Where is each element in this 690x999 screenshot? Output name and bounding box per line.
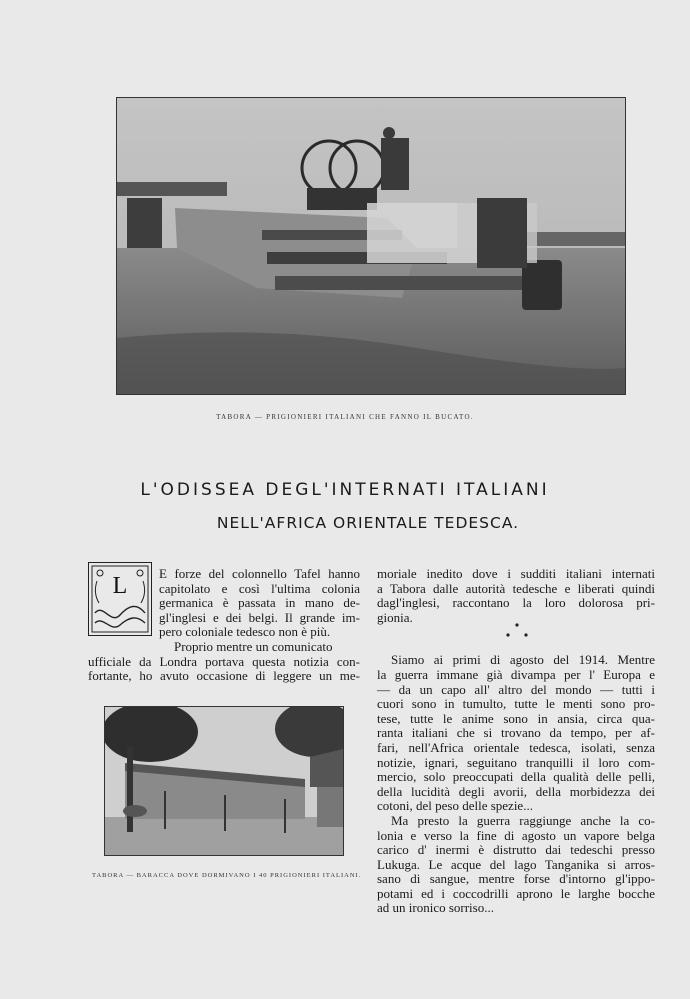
photo-barracks-image <box>105 707 343 855</box>
text-line: cotoni, del peso delle spezie... <box>377 798 533 814</box>
text-line: lonia e verso la fine di agosto un vapore belga <box>377 827 655 843</box>
photo-prisoners-laundry-image <box>117 98 625 394</box>
text-line: E forze del colonnello Tafel hanno <box>159 566 360 581</box>
text-line: gl'inglesi e dei belgi. Il grande im- <box>159 609 360 625</box>
text-line: ufficiale da Londra portava questa notizia con- <box>88 653 360 669</box>
text-line: a Tabora dalle autorità tedesche e liberati quindi <box>377 580 655 596</box>
text-line: cuori sono in tumulto, tutte le menti sono pro- <box>377 696 655 712</box>
text-line: notizie, ignari, seguitano tranquilli il loro com- <box>377 754 655 770</box>
photo-barracks <box>104 706 344 856</box>
text-line: pero coloniale tedesco non è più. <box>159 624 331 640</box>
asterism-icon <box>502 622 532 640</box>
text-line: tese, tutte le anime sono in ansia, circa qua- <box>377 710 655 726</box>
text-line: fari, nell'Africa orientale tedesca, isolati, senza <box>377 739 655 755</box>
text-line: capitolato e così l'ultima colonia <box>159 580 360 596</box>
text-line: potami ed i coccodrilli aprono le larghe bocche <box>377 885 655 901</box>
text-line: gionia. <box>377 609 413 625</box>
text-line: carico d' inermi è distrutto dai tedeschi presso <box>377 842 655 858</box>
text-line: Ma presto la guerra raggiunge anche la co- <box>391 812 655 828</box>
article-subtitle: NELL'AFRICA ORIENTALE TEDESCA. <box>216 514 520 532</box>
dropcap-letter: L <box>112 573 128 599</box>
text-line: germanica è passata in mano de- <box>159 595 360 611</box>
text-line: moriale inedito dove i sudditi italiani internati <box>377 566 655 581</box>
text-line: Siamo ai primi di agosto del 1914. Mentre <box>391 652 655 668</box>
text-line: Proprio mentre un comunicato <box>174 638 333 654</box>
photo-caption-bottom: TABORA — BARACCA DOVE DORMIVANO I 40 PRIGIONIERI ITALIANI. <box>92 872 362 879</box>
article-column-left <box>88 567 360 684</box>
text-line: dagl'inglesi, raccontano la loro dolorosa pri- <box>377 595 655 611</box>
text-line: la guerra immane già divampa per l' Europa e <box>377 666 655 682</box>
text-line: — da un capo all' altro del mondo — tutti i <box>377 681 655 697</box>
article-title: L'ODISSEA DEGL'INTERNATI ITALIANI <box>140 480 550 500</box>
article-column-right <box>377 567 655 916</box>
asterism-separator <box>502 622 532 640</box>
text-line: ranta italiani che si trovano da tempo, per af- <box>377 725 655 741</box>
text-line: sano di sangue, mentre forse d'intorno gl'ippo- <box>377 871 655 887</box>
text-line: della lucidità degli avorii, della morbidezza dei <box>377 783 655 799</box>
photo-caption-top: TABORA — PRIGIONIERI ITALIANI CHE FANNO IL BUCATO. <box>216 413 474 421</box>
text-line: mercio, solo preoccupati della qualità delle pelli, <box>377 769 655 785</box>
photo-prisoners-laundry <box>116 97 626 395</box>
text-line: fortante, ho avuto occasione di leggere un me- <box>88 668 360 684</box>
text-line: ad un ironico sorriso... <box>377 900 494 916</box>
text-line: Lukuga. Le acque del lago Tanganika si arros- <box>377 856 655 872</box>
